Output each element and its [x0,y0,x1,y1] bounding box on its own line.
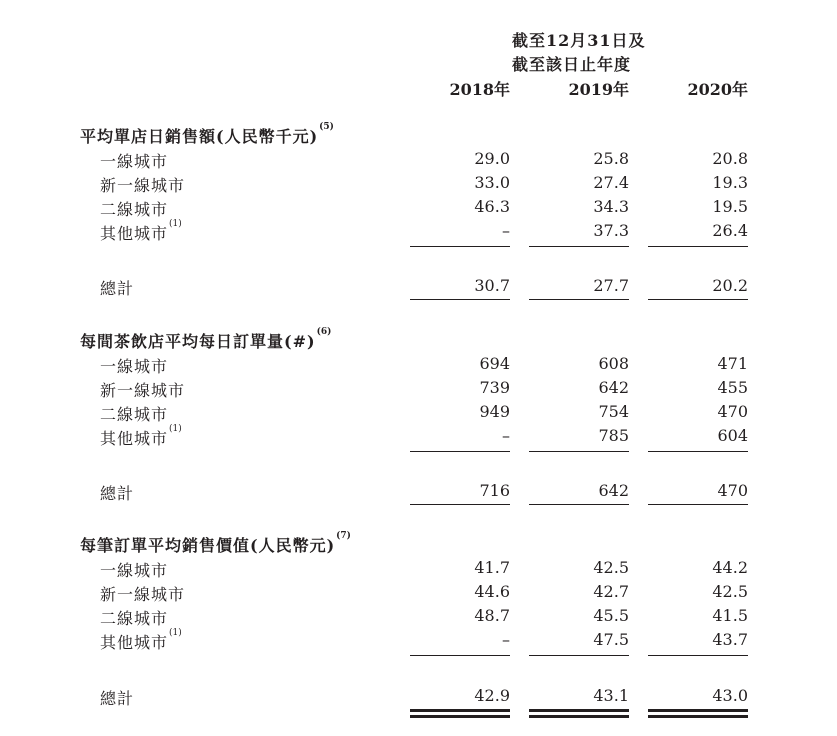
cell-value: 46.3 [474,197,510,216]
section-title-daily-orders: 每間茶飲店平均每日訂單量(#)$^{(6)}$ [80,327,332,351]
cell-value: 19.3 [712,173,748,192]
cell-value: 37.3 [593,221,629,240]
cell-value: 20.8 [712,149,748,168]
total-value: 716 [479,481,510,500]
cell-value: 41.7 [474,558,510,577]
cell-value: 45.5 [593,606,629,625]
total-value: 642 [598,481,629,500]
header-period-line2: 截至該日止年度 [512,55,632,74]
total-value: 27.7 [593,276,629,295]
cell-value: 642 [598,378,629,397]
subtotal-rule [410,246,510,247]
subtotal-rule [648,655,748,656]
total-rule [529,504,629,505]
cell-value: 608 [598,354,629,373]
total-rule [648,299,748,300]
row-label-tier2: 二線城市 [100,609,169,628]
row-label-tier1: 一線城市 [100,357,169,376]
row-label-tier2: 二線城市 [100,200,169,219]
row-note: (1) [169,628,182,638]
cell-value: 29.0 [474,149,510,168]
header-year-2018: 2018年 [449,80,510,99]
cell-value: 42.5 [593,558,629,577]
double-rule-bottom [648,715,748,721]
subtotal-rule [410,451,510,452]
cell-value: 42.7 [593,582,629,601]
cell-value: 455 [717,378,748,397]
cell-value: 41.5 [712,606,748,625]
double-rule-bottom [410,715,510,721]
subtotal-rule [529,451,629,452]
row-label-total: 總計 [100,484,135,503]
cell-value: – [502,426,510,445]
total-value: 43.0 [712,686,748,705]
cell-value: 44.6 [474,582,510,601]
row-label-total: 總計 [100,689,135,708]
cell-value: 47.5 [593,630,629,649]
row-note: (1) [169,424,182,434]
section-note: (5) [319,122,334,132]
cell-value: – [502,221,510,240]
cell-value: 43.7 [712,630,748,649]
subtotal-rule [410,655,510,656]
double-rule-bottom [529,715,629,721]
total-value: 42.9 [474,686,510,705]
header-period-line1: 截至12月31日及 [512,31,646,50]
row-label-new-tier1: 新一線城市 [100,381,186,400]
cell-value: 754 [598,402,629,421]
subtotal-rule [529,655,629,656]
row-label-tier2: 二線城市 [100,405,169,424]
cell-value: 27.4 [593,173,629,192]
subtotal-rule [648,451,748,452]
cell-value: 25.8 [593,149,629,168]
section-note: (7) [336,531,351,541]
row-label-total: 總計 [100,279,135,298]
cell-value: 739 [479,378,510,397]
section-note: (6) [316,327,332,337]
section-title-daily-sales: 平均單店日銷售額(人民幣千元)$^{(5)}$ [80,122,334,146]
cell-value: 604 [717,426,748,445]
cell-value: 33.0 [474,173,510,192]
row-note: (1) [169,219,182,229]
subtotal-rule [529,246,629,247]
cell-value: 48.7 [474,606,510,625]
total-rule [648,504,748,505]
cell-value: 785 [598,426,629,445]
row-label-new-tier1: 新一線城市 [100,176,186,195]
cell-value: 694 [479,354,510,373]
cell-value: 42.5 [712,582,748,601]
row-label-tier1: 一線城市 [100,561,169,580]
row-label-other: 其他城市$^{(1)}$ [100,424,182,448]
section-title-order-value: 每筆訂單平均銷售價值(人民幣元)$^{(7)}$ [80,531,351,555]
cell-value: – [502,630,510,649]
row-label-tier1: 一線城市 [100,152,169,171]
cell-value: 471 [717,354,748,373]
total-rule [529,299,629,300]
row-label-other: 其他城市$^{(1)}$ [100,219,182,243]
cell-value: 44.2 [712,558,748,577]
cell-value: 470 [717,402,748,421]
total-rule [410,299,510,300]
header-year-2020: 2020年 [687,80,748,99]
row-label-other: 其他城市$^{(1)}$ [100,628,182,652]
total-value: 20.2 [712,276,748,295]
total-value: 30.7 [474,276,510,295]
total-rule [410,504,510,505]
subtotal-rule [648,246,748,247]
cell-value: 19.5 [712,197,748,216]
total-value: 43.1 [593,686,629,705]
row-label-new-tier1: 新一線城市 [100,585,186,604]
cell-value: 26.4 [712,221,748,240]
cell-value: 34.3 [593,197,629,216]
header-year-2019: 2019年 [568,80,629,99]
total-value: 470 [717,481,748,500]
cell-value: 949 [479,402,510,421]
